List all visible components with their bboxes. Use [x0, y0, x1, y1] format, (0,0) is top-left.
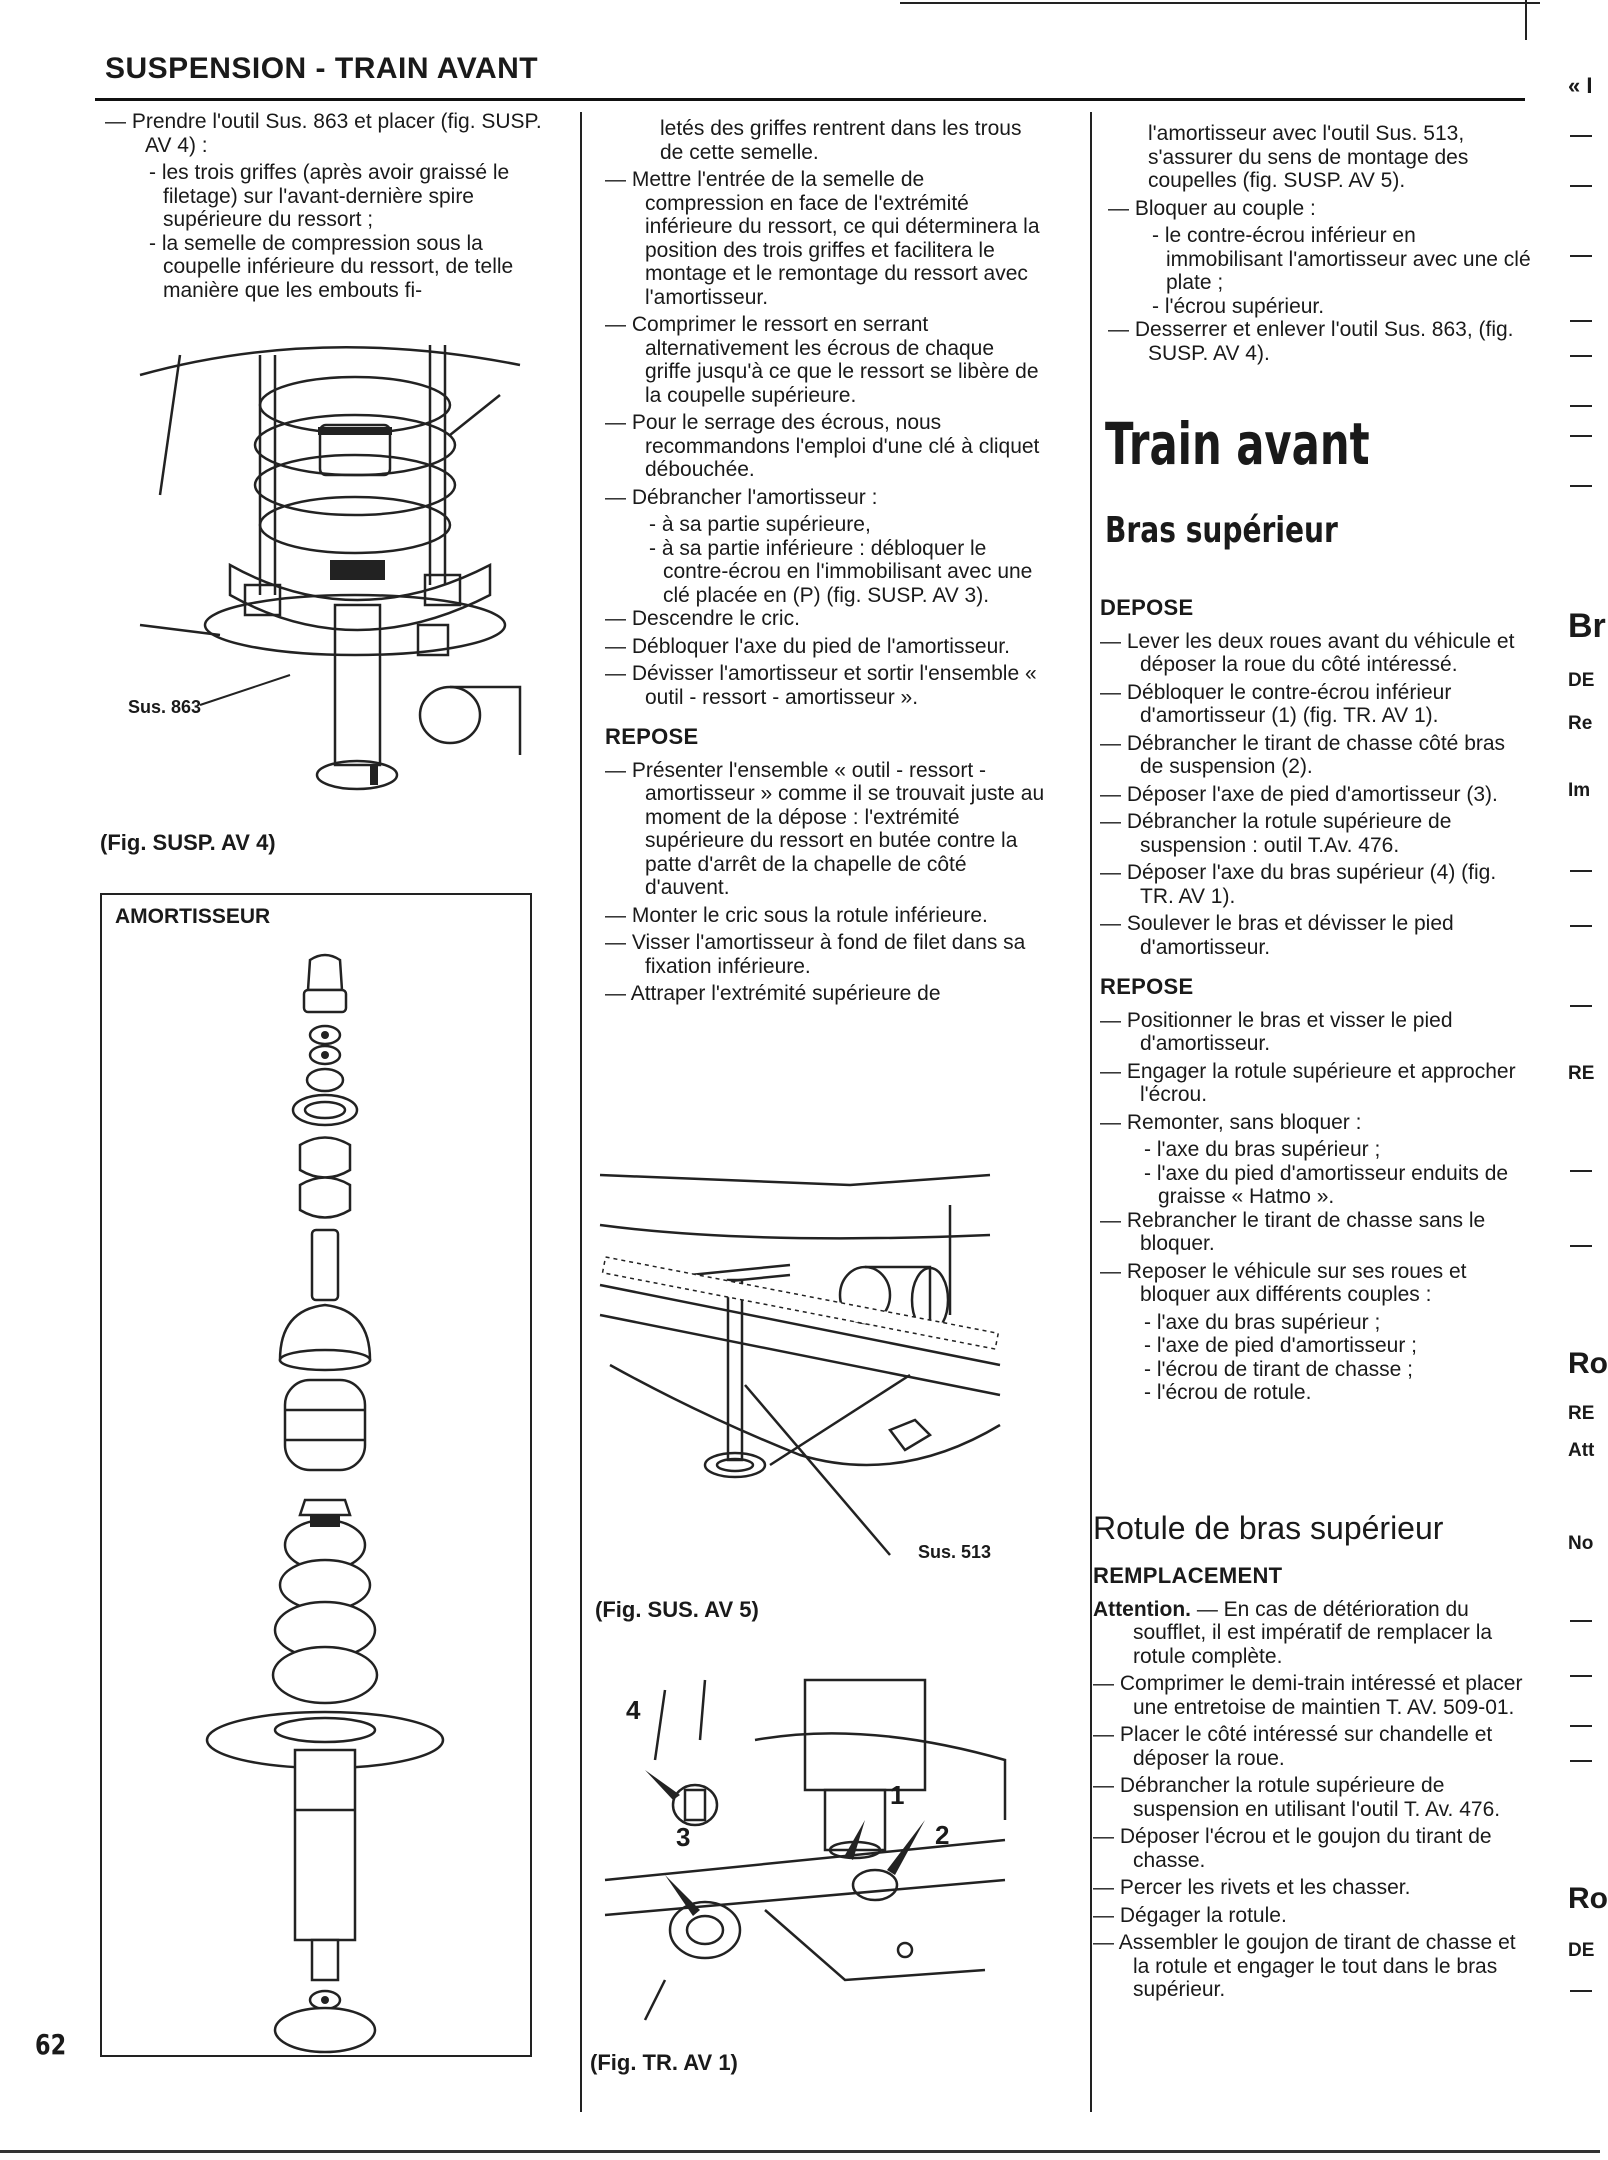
- edge-label: Br: [1568, 607, 1606, 645]
- sub-paragraph: - à sa partie supérieure,: [605, 513, 1045, 537]
- paragraph: — Déposer l'axe du bras supérieur (4) (fig. TR. AV 1).: [1100, 861, 1530, 908]
- paragraph: — Débloquer l'axe du pied de l'amortisseur.: [605, 635, 1045, 659]
- fig5-caption: (Fig. SUS. AV 5): [595, 1597, 759, 1622]
- edge-dash: [1570, 405, 1592, 407]
- paragraph: — Présenter l'ensemble « outil - ressort - amortisseur » comme il se trouvait juste au moment de la dépose : l'extrémité supérieure du ressort en butée contre la patte d'arrêt de la chapelle de côté d'auvent.: [605, 759, 1045, 900]
- edge-label: Im: [1568, 780, 1591, 801]
- edge-dash: [1570, 870, 1592, 872]
- bottom-edge-rule: [0, 2150, 1600, 2153]
- fig1-callout-1: 1: [890, 1780, 905, 1810]
- fig4-label: Sus. 863: [128, 697, 202, 717]
- edge-dash: [1570, 1170, 1592, 1172]
- sub-paragraph: - l'écrou supérieur.: [1108, 295, 1533, 319]
- paragraph: — Desserrer et enlever l'outil Sus. 863, (fig. SUSP. AV 4).: [1108, 318, 1533, 365]
- paragraph: — Percer les rivets et les chasser.: [1093, 1876, 1525, 1900]
- edge-dash: [1570, 320, 1592, 322]
- section-title-bras-superieur: Bras supérieur: [1105, 510, 1338, 551]
- section-heading-depose: DEPOSE: [1100, 595, 1194, 620]
- paragraph: — Soulever le bras et dévisser le pied d'amortisseur.: [1100, 912, 1530, 959]
- fig5-label: Sus. 513: [918, 1542, 992, 1562]
- page-number: 62: [35, 2028, 67, 2061]
- paragraph: — Attraper l'extrémité supérieure de: [605, 982, 1045, 1006]
- section-heading-remplacement: REMPLACEMENT: [1093, 1563, 1283, 1588]
- right-edge-rule: [1525, 0, 1527, 40]
- edge-dash: [1570, 1005, 1592, 1007]
- figure-susp-av-4: [120, 335, 540, 805]
- fig4-caption: (Fig. SUSP. AV 4): [100, 830, 276, 855]
- column-3-top-text: [1108, 122, 1533, 369]
- paragraph: — Assembler le goujon de tirant de chasse et la rotule et engager le tout dans le bras supérieur.: [1093, 1931, 1525, 2002]
- paragraph: l'amortisseur avec l'outil Sus. 513, s'assurer du sens de montage des coupelles (fig. SUSP. AV 5).: [1148, 122, 1469, 192]
- paragraph: — Comprimer le demi-train intéressé et placer une entretoise de maintien T. AV. 509-01.: [1093, 1672, 1525, 1719]
- figure-tr-av-1: [605, 1680, 1015, 2020]
- column-3-rotule-text: [1093, 1558, 1525, 2006]
- edge-dash: [1570, 1760, 1592, 1762]
- paragraph: — Bloquer au couple :: [1108, 197, 1533, 221]
- paragraph: — Débloquer le contre-écrou inférieur d'amortisseur (1) (fig. TR. AV 1).: [1100, 681, 1530, 728]
- edge-dash: [1570, 1990, 1592, 1992]
- paragraph: — Placer le côté intéressé sur chandelle et déposer la roue.: [1093, 1723, 1525, 1770]
- column-2-text: [605, 117, 1045, 1010]
- amortisseur-exploded-figure: [200, 950, 440, 2040]
- paragraph: — Reposer le véhicule sur ses roues et bloquer aux différents couples :: [1100, 1260, 1530, 1307]
- paragraph: — Débrancher le tirant de chasse côté bras de suspension (2).: [1100, 732, 1530, 779]
- column-divider-1: [580, 112, 582, 2112]
- edge-label: Ro: [1568, 1347, 1608, 1380]
- sub-paragraph: - l'axe de pied d'amortisseur ;: [1100, 1334, 1530, 1358]
- edge-dash: [1570, 135, 1592, 137]
- sub-paragraph: - la semelle de compression sous la coupelle inférieure du ressort, de telle manière que les embouts fi-: [105, 232, 545, 303]
- edge-label: Att: [1568, 1440, 1595, 1461]
- edge-dash: [1570, 485, 1592, 487]
- edge-label: RE: [1568, 1403, 1595, 1424]
- fig1-callout-2: 2: [935, 1820, 950, 1850]
- edge-dash: [1570, 925, 1592, 927]
- edge-label: DE: [1568, 670, 1595, 691]
- edge-label: No: [1568, 1533, 1594, 1554]
- sub-paragraph: - l'axe du bras supérieur ;: [1100, 1138, 1530, 1162]
- edge-dash: [1570, 355, 1592, 357]
- section-title-train-avant: Train avant: [1105, 410, 1370, 478]
- paragraph: — Dégager la rotule.: [1093, 1904, 1525, 1928]
- sub-paragraph: - à sa partie inférieure : débloquer le contre-écrou en l'immobilisant avec une clé placée en (P) (fig. SUSP. AV 3).: [605, 537, 1045, 608]
- paragraph: — Comprimer le ressort en serrant alternativement les écrous de chaque griffe jusqu'à ce que le ressort se libère de la coupelle supérieure.: [605, 313, 1045, 407]
- page-header: SUSPENSION - TRAIN AVANT: [105, 52, 539, 85]
- fig1-callout-3: 3: [676, 1822, 691, 1852]
- paragraph: — Débrancher la rotule supérieure de suspension : outil T.Av. 476.: [1100, 810, 1530, 857]
- edge-dash: [1570, 1620, 1592, 1622]
- edge-dash: [1570, 185, 1592, 187]
- edge-dash: [1570, 1725, 1592, 1727]
- fig1-callout-4: 4: [626, 1695, 641, 1725]
- paragraph: — Déposer l'axe de pied d'amortisseur (3).: [1100, 783, 1530, 807]
- paragraph: — Débrancher la rotule supérieure de suspension en utilisant l'outil T. Av. 476.: [1093, 1774, 1525, 1821]
- paragraph: — Positionner le bras et visser le pied d'amortisseur.: [1100, 1009, 1530, 1056]
- edge-dash: [1570, 1245, 1592, 1247]
- paragraph: letés des griffes rentrent dans les trous de cette semelle.: [660, 117, 1022, 164]
- edge-dash: [1570, 255, 1592, 257]
- paragraph: — Mettre l'entrée de la semelle de compression en face de l'extrémité inférieure du ressort, ce qui déterminera la position des trois griffes et facilitera le montage et le remontage du ressort avec l'amortisseur.: [605, 168, 1045, 309]
- section-title-rotule: Rotule de bras supérieur: [1093, 1510, 1444, 1546]
- edge-dash: [1570, 435, 1592, 437]
- section-heading-repose: REPOSE: [605, 724, 699, 749]
- paragraph: — Engager la rotule supérieure et approcher l'écrou.: [1100, 1060, 1530, 1107]
- edge-label: « I: [1568, 73, 1593, 98]
- section-heading-repose: REPOSE: [1100, 974, 1194, 999]
- fig1-caption: (Fig. TR. AV 1): [590, 2050, 738, 2075]
- paragraph: — Lever les deux roues avant du véhicule et déposer la roue du côté intéressé.: [1100, 630, 1530, 677]
- sub-paragraph: - l'axe du pied d'amortisseur enduits de graisse « Hatmo ».: [1100, 1162, 1530, 1209]
- paragraph: — Dévisser l'amortisseur et sortir l'ensemble « outil - ressort - amortisseur ».: [605, 662, 1045, 709]
- sub-paragraph: - les trois griffes (après avoir graissé le filetage) sur l'avant-dernière spire supérieure du ressort ;: [105, 161, 545, 232]
- amortisseur-title: AMORTISSEUR: [115, 905, 271, 928]
- figure-sus-av-5: [600, 1165, 1000, 1575]
- edge-label: Re: [1568, 713, 1593, 734]
- edge-label: Ro: [1568, 1882, 1608, 1915]
- sub-paragraph: - l'axe du bras supérieur ;: [1100, 1311, 1530, 1335]
- column-1-text: [105, 110, 545, 302]
- paragraph: — Débrancher l'amortisseur :: [605, 486, 1045, 510]
- sub-paragraph: - l'écrou de rotule.: [1100, 1381, 1530, 1405]
- header-rule: [95, 98, 1525, 101]
- attention-text: — En cas de détérioration du soufflet, il est impératif de remplacer la rotule complète.: [1133, 1597, 1493, 1668]
- edge-label: RE: [1568, 1063, 1595, 1084]
- paragraph: — Visser l'amortisseur à fond de filet dans sa fixation inférieure.: [605, 931, 1045, 978]
- paragraph: — Rebrancher le tirant de chasse sans le bloquer.: [1100, 1209, 1530, 1256]
- paragraph: — Remonter, sans bloquer :: [1100, 1111, 1530, 1135]
- paragraph: — Déposer l'écrou et le goujon du tirant de chasse.: [1093, 1825, 1525, 1872]
- attention-paragraph: [1093, 1598, 1525, 1669]
- paragraph: — Prendre l'outil Sus. 863 et placer (fig. SUSP. AV 4) :: [105, 110, 545, 157]
- top-edge-rule: [900, 2, 1540, 4]
- paragraph: — Descendre le cric.: [605, 607, 1045, 631]
- edge-dash: [1570, 1675, 1592, 1677]
- column-divider-2: [1090, 112, 1092, 2112]
- column-3-bras-text: [1100, 580, 1530, 1405]
- attention-label: Attention.: [1093, 1597, 1191, 1621]
- paragraph: — Pour le serrage des écrous, nous recommandons l'emploi d'une clé à cliquet débouchée.: [605, 411, 1045, 482]
- paragraph: — Monter le cric sous la rotule inférieure.: [605, 904, 1045, 928]
- sub-paragraph: - l'écrou de tirant de chasse ;: [1100, 1358, 1530, 1382]
- edge-label: DE: [1568, 1940, 1595, 1961]
- sub-paragraph: - le contre-écrou inférieur en immobilisant l'amortisseur avec une clé plate ;: [1108, 224, 1533, 295]
